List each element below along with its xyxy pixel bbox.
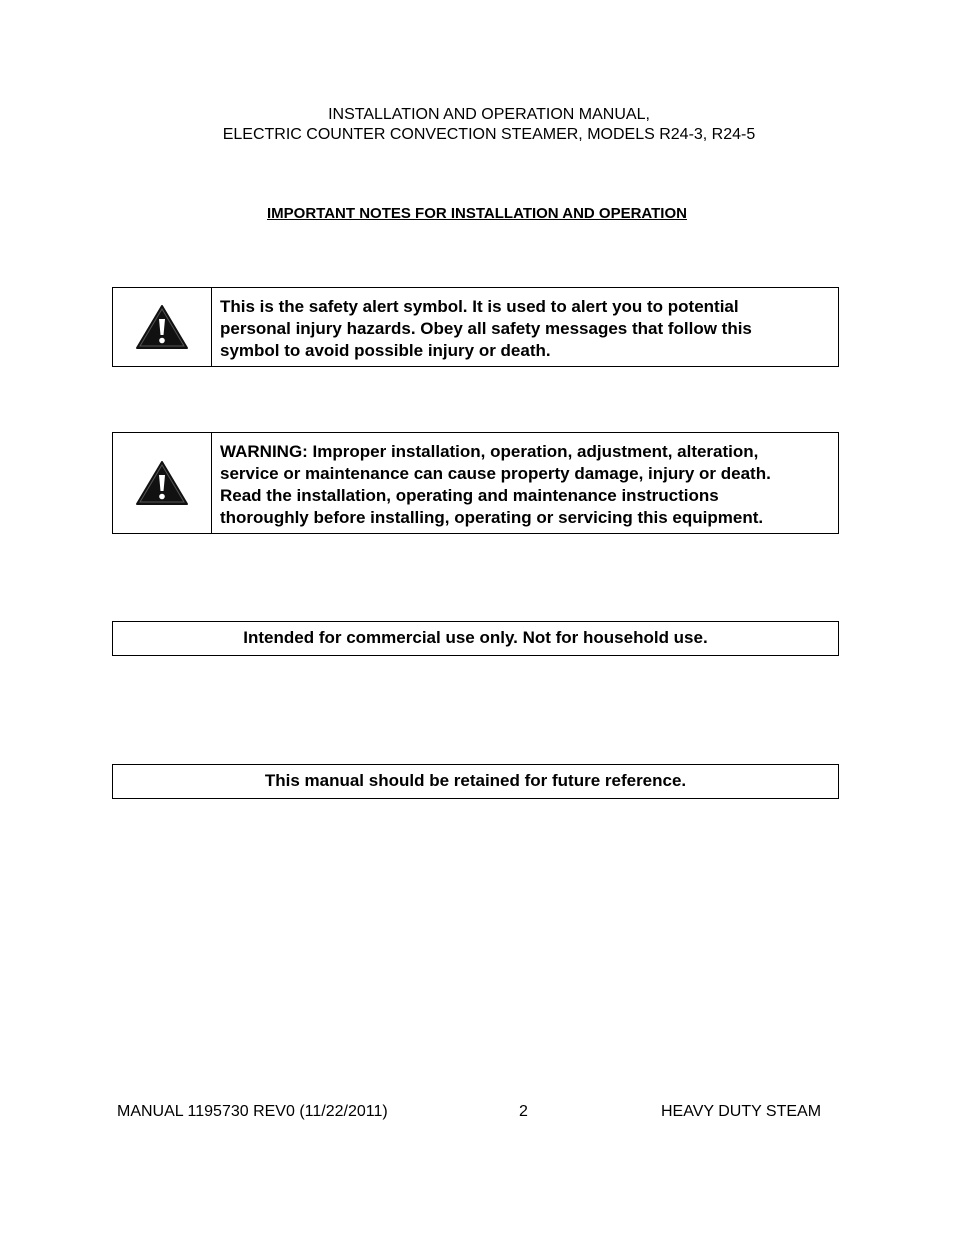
warning-box [112,432,839,534]
alert-line: personal injury hazards. Obey all safety messages that follow this [220,319,752,338]
safety-alert-box [112,287,839,367]
commercial-use-note: Intended for commercial use only. Not for household use. [112,621,839,656]
warning-line: WARNING: Improper installation, operation, adjustment, alteration, [220,442,759,461]
footer-manual-number: MANUAL 1195730 REV0 (11/22/2011) [117,1103,388,1120]
warning-icon-cell [113,433,212,533]
document-header [0,105,954,145]
warning-line: Read the installation, operating and maintenance instructions [220,486,719,505]
warning-triangle-icon [134,303,190,351]
warning-text [212,433,779,533]
footer-brand: HEAVY DUTY STEAM [661,1103,822,1120]
alert-icon-cell [113,288,212,366]
alert-line: symbol to avoid possible injury or death. [220,341,551,360]
retain-manual-note: This manual should be retained for future reference. [112,764,839,799]
warning-triangle-icon [134,459,190,507]
header-line-1: INSTALLATION AND OPERATION MANUAL, [328,106,650,123]
section-title: IMPORTANT NOTES FOR INSTALLATION AND OPERATION [267,205,687,222]
warning-line: thoroughly before installing, operating or servicing this equipment. [220,508,764,527]
alert-text [212,288,760,366]
footer-page-number: 2 [519,1103,528,1120]
header-line-2: ELECTRIC COUNTER CONVECTION STEAMER, MODELS R24-3, R24-5 [222,126,756,143]
alert-line: This is the safety alert symbol. It is used to alert you to potential [220,297,739,316]
warning-line: service or maintenance can cause property damage, injury or death. [220,464,771,483]
